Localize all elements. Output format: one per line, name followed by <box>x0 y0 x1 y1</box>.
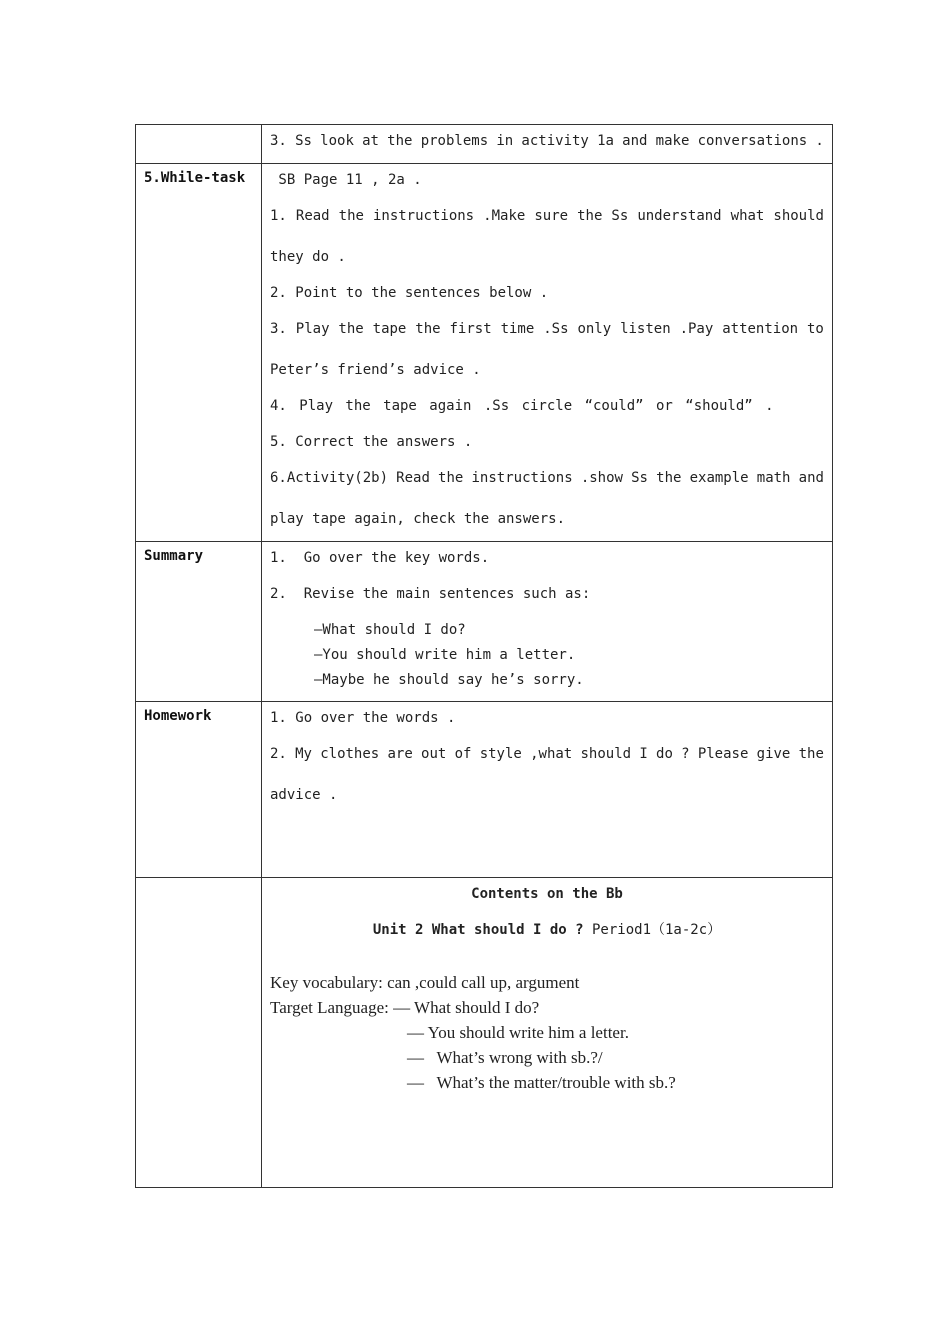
word: .Ss <box>543 321 569 337</box>
word: the <box>577 208 603 224</box>
word: the <box>387 133 413 149</box>
text-line: SB Page 11 , 2a . <box>270 172 422 188</box>
word: to <box>807 321 824 337</box>
word: only <box>577 321 612 337</box>
text-line: 1. Go over the words . <box>270 710 456 726</box>
table-row <box>136 125 832 164</box>
justified-line <box>270 319 824 360</box>
word: the <box>438 470 464 486</box>
word: example <box>689 470 749 486</box>
word: at <box>362 133 379 149</box>
word: 3. <box>270 321 287 337</box>
target-language-line: — You should write him a letter. <box>407 1023 629 1042</box>
word: .Make <box>483 208 526 224</box>
word: listen <box>620 321 671 337</box>
word: instructions <box>372 208 475 224</box>
word: Please <box>697 746 749 762</box>
text-line: —What should I do? <box>314 622 466 638</box>
row-label: Homework <box>136 702 262 877</box>
text-line: 2. Revise the main sentences such as: <box>270 586 591 602</box>
board-content <box>270 970 824 1095</box>
word: give <box>756 746 791 762</box>
word: of <box>454 746 472 762</box>
word: problems <box>420 133 489 149</box>
unit-period: Period1（1a-2c） <box>583 922 722 938</box>
row-label <box>136 125 262 163</box>
text-line: 5. Correct the answers . <box>270 434 473 450</box>
word: what <box>730 208 765 224</box>
word: 1. <box>270 208 287 224</box>
table-row <box>136 164 832 542</box>
word: and <box>798 470 824 486</box>
target-language-line: — What’s wrong with sb.?/ <box>407 1048 603 1067</box>
word: Read <box>396 470 430 486</box>
row-content <box>262 125 832 163</box>
word: instructions <box>471 470 573 486</box>
word: sure <box>534 208 569 224</box>
word: the <box>415 321 441 337</box>
word: . <box>815 133 824 149</box>
word: .show <box>580 470 623 486</box>
word: understand <box>637 208 722 224</box>
table-row <box>136 702 832 878</box>
lesson-plan-table <box>135 124 833 1188</box>
text-line: 4. Play the tape again .Ss circle “could” or “should” . <box>270 398 774 414</box>
row-content <box>262 164 832 541</box>
word: style <box>479 746 522 762</box>
justified-line <box>270 206 824 247</box>
justified-line <box>270 744 824 785</box>
table-row <box>136 878 832 1187</box>
word: first <box>449 321 492 337</box>
word: Play <box>295 321 330 337</box>
text-line: 1. Go over the key words. <box>270 550 490 566</box>
row-label: Summary <box>136 542 262 701</box>
word: and <box>622 133 648 149</box>
word: do <box>656 746 673 762</box>
row-label: 5.While-task <box>136 164 262 541</box>
word: clothes <box>320 746 380 762</box>
word: 1a <box>597 133 614 149</box>
word: should <box>580 746 632 762</box>
word: should <box>773 208 824 224</box>
table-row <box>136 542 832 702</box>
text-line: advice . <box>270 787 338 803</box>
word: attention <box>722 321 799 337</box>
word: Ss <box>611 208 629 224</box>
text-line: play tape again, check the answers. <box>270 511 566 527</box>
word: I <box>639 746 648 762</box>
unit-title: Unit 2 What should I do ? <box>372 922 584 938</box>
word: ,what <box>530 746 573 762</box>
word: Ss <box>631 470 648 486</box>
unit-heading <box>270 920 824 970</box>
word: activity <box>521 133 589 149</box>
word: My <box>295 746 312 762</box>
word: in <box>496 133 514 149</box>
word: Read <box>295 208 330 224</box>
word: out <box>421 746 447 762</box>
justified-line <box>270 131 824 167</box>
text-line: 2. Point to the sentences below . <box>270 285 549 301</box>
word: ? <box>681 746 690 762</box>
target-language-line: — What’s the matter/trouble with sb.? <box>407 1073 676 1092</box>
word: time <box>500 321 535 337</box>
word: math <box>756 470 791 486</box>
word: conversations <box>697 133 808 149</box>
word: the <box>656 470 682 486</box>
justified-line <box>270 468 824 509</box>
word: look <box>320 133 354 149</box>
text-line: Peter’s friend’s advice . <box>270 362 481 378</box>
word: the <box>338 321 364 337</box>
row-label <box>136 878 262 1187</box>
text-line: —You should write him a letter. <box>314 647 576 663</box>
text-line: —Maybe he should say he’s sorry. <box>314 672 584 688</box>
row-content <box>262 542 832 701</box>
word: 3. <box>270 133 287 149</box>
row-content <box>262 878 832 1187</box>
word: .Pay <box>679 321 714 337</box>
target-language-line: Target Language: — What should I do? <box>270 998 540 1017</box>
text-line: they do . <box>270 249 346 265</box>
word: 2. <box>270 746 287 762</box>
word: the <box>798 746 824 762</box>
key-vocabulary-line: Key vocabulary: can ,could call up, argument <box>270 973 580 992</box>
row-content <box>262 702 832 877</box>
word: Ss <box>295 133 312 149</box>
word: 6.Activity(2b) <box>270 470 389 486</box>
word: are <box>387 746 413 762</box>
board-title: Contents on the Bb <box>471 886 623 902</box>
word: make <box>655 133 690 149</box>
word: tape <box>372 321 407 337</box>
word: the <box>338 208 364 224</box>
